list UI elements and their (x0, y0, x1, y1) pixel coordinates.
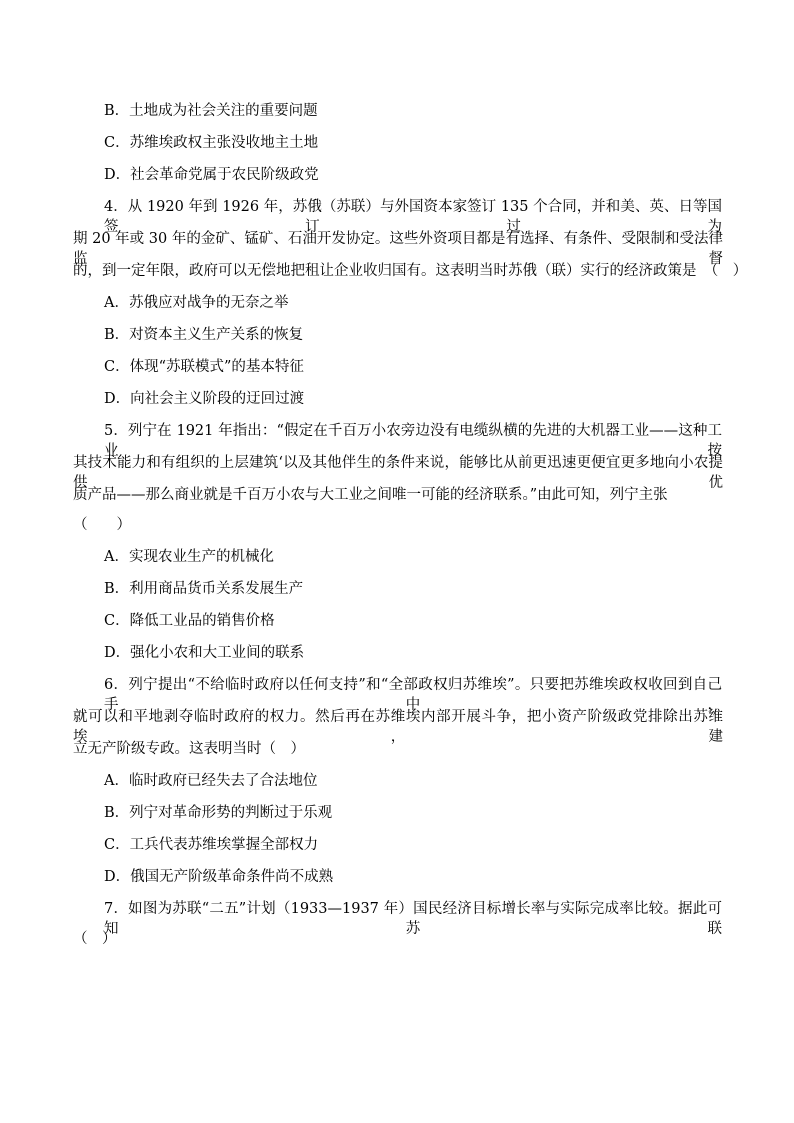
q4-option-a: A．苏俄应对战争的无奈之举 (104, 295, 289, 311)
q7-answer-blank: （ ） (73, 931, 117, 947)
q5-option-a: A．实现农业生产的机械化 (104, 549, 274, 565)
q6-stem-line-1: 6．列宁提出“不给临时政府以任何支持”和“全部政权归苏维埃”。只要把苏维埃政权收回到自己手中， (104, 677, 722, 713)
q5-option-b: B．利用商品货币关系发展生产 (104, 581, 304, 597)
q6-stem-line-3: 立无产阶级专政。这表明当时（ ） (73, 741, 305, 757)
q5-option-c: C．降低工业品的销售价格 (104, 613, 275, 629)
q7-stem-line-1: 7．如图为苏联“二五”计划（1933—1937 年）国民经济目标增长率与实际完成率比较。据此可知苏联 (104, 901, 722, 937)
q4-stem-line-1: 4．从 1920 年到 1926 年，苏俄（苏联）与外国资本家签订 135 个合同，并和美、英、日等国签订过为 (104, 199, 722, 235)
q5-stem-line-1: 5．列宁在 1921 年指出：“假定在千百万小农旁边没有电缆纵横的先进的大机器工业——这种工业按 (104, 423, 722, 459)
q6-option-d: D．俄国无产阶级革命条件尚不成熟 (104, 869, 334, 885)
q5-stem-line-3: 质产品——那么商业就是千百万小农与大工业之间唯一可能的经济联系。”由此可知，列宁主张 (73, 487, 668, 503)
q6-option-c: C．工兵代表苏维埃掌握全部权力 (104, 837, 319, 853)
q4-option-b: B．对资本主义生产关系的恢复 (104, 327, 304, 343)
q5-stem-line-2: 其技术能力和有组织的上层建筑‘以及其他伴生的条件来说，能够比从前更迅速更便宜更多地向小农提供优 (73, 455, 723, 491)
q4-stem-line-3: 的，到一定年限，政府可以无偿地把租让企业收归国有。这表明当时苏俄（联）实行的经济政策是 （ ） (73, 263, 748, 279)
q5-answer-blank: （ ） (73, 517, 131, 533)
q4-stem-line-2: 期 20 年或 30 年的金矿、锰矿、石油开发协定。这些外资项目都是有选择、有条件、受限制和受法律监督 (73, 231, 723, 267)
q6-option-a: A．临时政府已经失去了合法地位 (104, 773, 318, 789)
q3-option-c: C．苏维埃政权主张没收地主土地 (104, 135, 319, 151)
q6-option-b: B．列宁对革命形势的判断过于乐观 (104, 805, 333, 821)
q3-option-b: B．土地成为社会关注的重要问题 (104, 103, 318, 119)
q3-option-d: D．社会革命党属于农民阶级政党 (104, 167, 319, 183)
q5-option-d: D．强化小农和大工业间的联系 (104, 645, 305, 661)
q4-option-d: D．向社会主义阶段的迂回过渡 (104, 391, 305, 407)
q4-option-c: C．体现“苏联模式”的基本特征 (104, 359, 304, 375)
q6-stem-line-2: 就可以和平地剥夺临时政府的权力。然后再在苏维埃内部开展斗争，把小资产阶级政党排除出苏维埃，建 (73, 709, 723, 745)
